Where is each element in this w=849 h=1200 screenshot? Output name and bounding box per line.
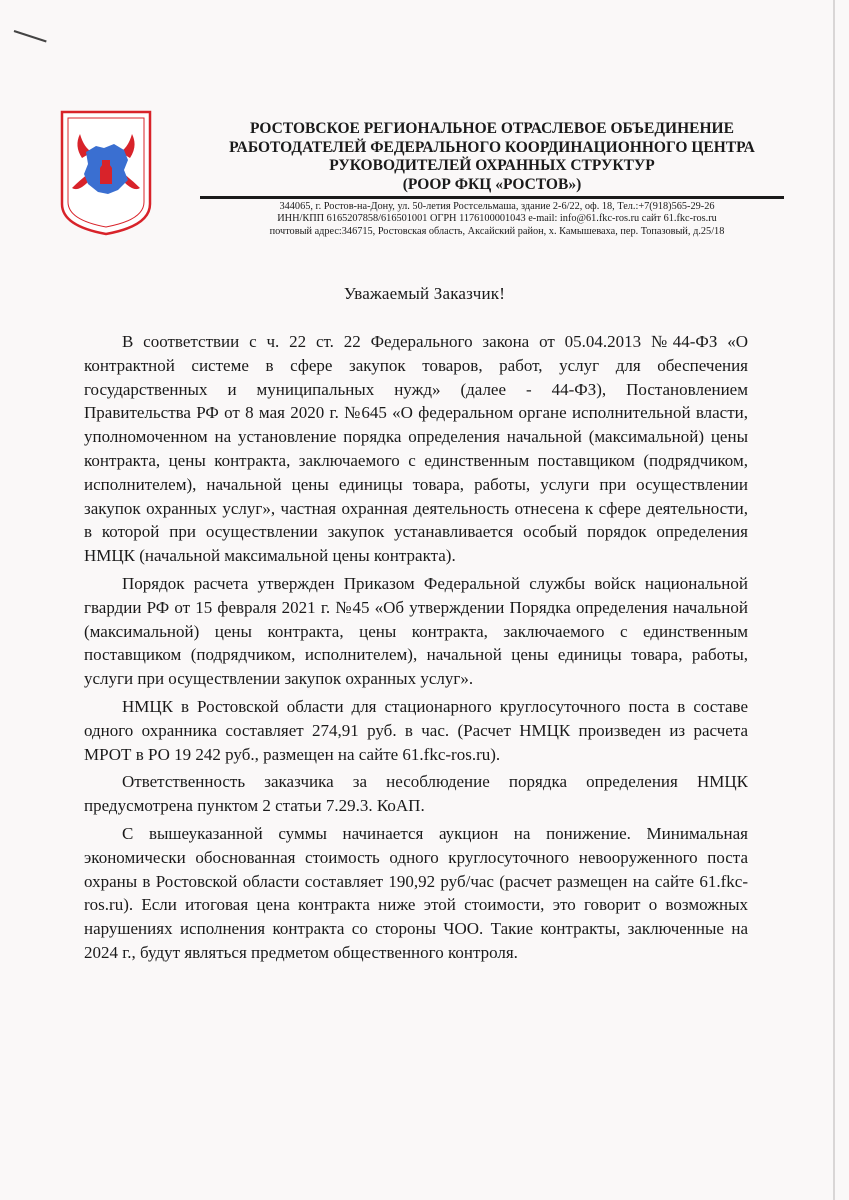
fkc-rostov-logo-icon bbox=[58, 108, 154, 236]
contact-details bbox=[232, 201, 762, 238]
paragraph: Порядок расчета утвержден Приказом Федеральной службы войск национальной гвардии РФ от 15 февраля 2021 г. №45 «Об утверждении Порядка определения начальной (максимальной) цены контракта, цены контракта, заключаемого с единственным поставщиком (подрядчиком, исполнителем), начальной цены единицы товара, работы, услуги при осуществлении закупок охранных услуг». bbox=[84, 573, 748, 689]
org-name-line: РАБОТОДАТЕЛЕЙ ФЕДЕРАЛЬНОГО КООРДИНАЦИОННОГО ЦЕНТРА bbox=[229, 138, 755, 156]
paragraph: НМЦК в Ростовской области для стационарного круглосуточного поста в составе одного охранника составляет 274,91 руб. в час. (Расчет НМЦК произведен из расчета МРОТ в РО 19 242 руб., размещен на сайте 61.fkc-ros.ru). bbox=[84, 696, 748, 764]
page-edge bbox=[833, 0, 835, 1200]
postal-address-line: почтовый адрес:346715, Ростовская область, Аксайский район, х. Камышеваха, пер. Топазовый, д.25/18 bbox=[269, 225, 725, 237]
org-abbreviation: (РООР ФКЦ «РОСТОВ») bbox=[402, 175, 582, 193]
org-name-line: РУКОВОДИТЕЛЕЙ ОХРАННЫХ СТРУКТУР bbox=[329, 157, 655, 174]
scan-mark bbox=[14, 30, 47, 42]
paragraph: Ответственность заказчика за несоблюдение порядка определения НМЦК предусмотрена пунктом 2 статьи 7.29.3. КоАП. bbox=[84, 772, 748, 816]
letter-body bbox=[84, 330, 748, 969]
registration-line: ИНН/КПП 6165207858/616501001 ОГРН 1176100001043 e-mail: info@61.fkc-ros.ru сайт 61.fkc-ros.ru bbox=[277, 213, 717, 225]
address-line: 344065, г. Ростов-на-Дону, ул. 50-летия Ростсельмаша, здание 2-6/22, оф. 18, Тел.:+7(918)565-29-26 bbox=[279, 201, 715, 212]
paragraph: В соответствии с ч. 22 ст. 22 Федерального закона от 05.04.2013 №44-ФЗ «О контрактной системе в сфере закупок товаров, работ, услуг для обеспечения государственных и муниципальных нужд» (далее - 44-ФЗ), Постановлением Правительства РФ от 8 мая 2020 г. №645 «О федеральном органе исполнительной власти, уполномоченном на установление порядка определения начальной (максимальной) цены контракта, цены контракта, заключаемого с единственным поставщиком (подрядчиком, исполнителем), начальной цены единицы товара, работы, услуги при осуществлении закупок охранных услуг», частная охранная деятельность отнесена к сфере деятельности, в которой при осуществлении закупок устанавливается особый порядок определения НМЦК (начальной максимальной цены контракта). bbox=[84, 332, 748, 566]
org-name-line: РОСТОВСКОЕ РЕГИОНАЛЬНОЕ ОТРАСЛЕВОЕ ОБЪЕДИНЕНИЕ bbox=[250, 120, 734, 137]
greeting: Уважаемый Заказчик! bbox=[343, 284, 506, 303]
organization-header bbox=[196, 120, 788, 194]
paragraph: С вышеуказанной суммы начинается аукцион на понижение. Минимальная экономически обоснованная стоимость одного круглосуточного невооруженного поста охраны в Ростовской области составляет 190,92 руб/час (расчет размещен на сайте 61.fkc-ros.ru). Если итоговая цена контракта ниже этой стоимости, это говорит о возможных нарушениях исполнения контракта со стороны ЧОО. Такие контракты, заключенные на 2024 г., будут являться предметом общественного контроля. bbox=[84, 823, 748, 962]
header-divider bbox=[200, 196, 784, 199]
